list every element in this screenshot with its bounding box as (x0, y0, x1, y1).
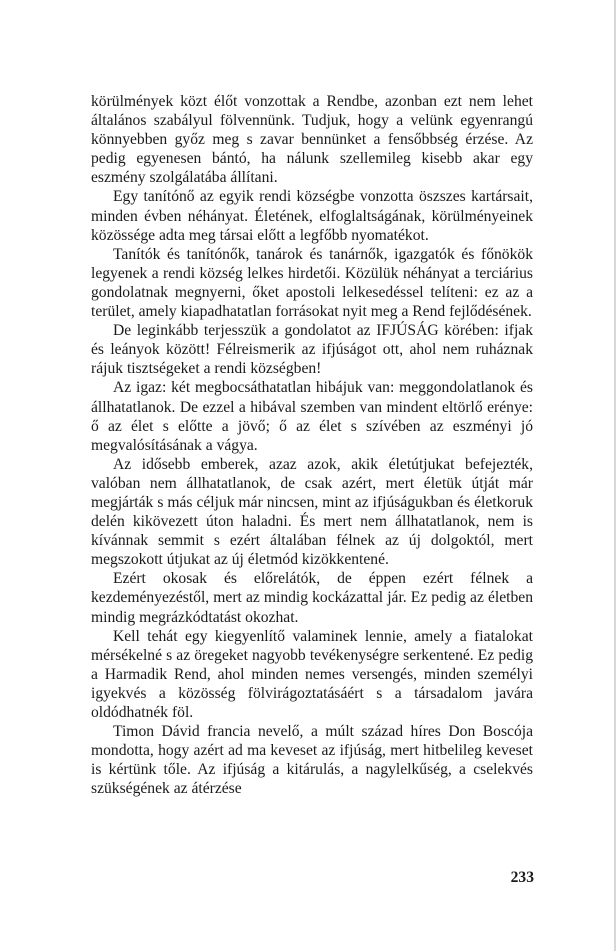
paragraph: Egy tanítónő az egyik rendi községbe vonzotta öszszes kartársait, minden évben néhányat. Életének, elfoglaltságának, körülményeinek közössége adta meg társai előtt a legfőbb nyomatékot. (91, 188, 533, 244)
paragraph: Kell tehát egy kiegyenlítő valaminek lennie, amely a fiatalokat mérsékelné s az öregeket nagyobb tevékenységre serkentené. Ez pedig a Harmadik Rend, ahol minden nemes versengés, minden személyi igyekvés a közösség fölvirágoztatásáért s a társadalom javára oldódhatnék föl. (91, 627, 533, 721)
page-number: 233 (510, 869, 534, 886)
paragraph: De leginkább terjesszük a gondolatot az IFJÚSÁG körében: ifjak és leányok között! Félreismerik az ifjúságot ott, ahol nem ruháznak rájuk tisztségeket a rendi községben! (91, 322, 533, 378)
paragraph: Tanítók és tanítónők, tanárok és tanárnők, igazgatók és főnökök legyenek a rendi község lelkes hirdetői. Közülük néhányat a terciárius gondolatnak megnyerni, őket apostoli lelkesedéssel telíteni: ez az a terület, amely kiapadhatatlan forrásokat nyit meg a Rend fejlődésének. (91, 245, 533, 321)
paragraph: Az igaz: két megbocsáthatatlan hibájuk van: meggondolatlanok és állhatatlanok. De ezzel a hibával szemben van mindent eltörlő erénye: ő az élet s előtte a jövő; ő az élet s szívében az eszményi jó megvalósításának a vágya. (91, 379, 533, 454)
paragraph: Timon Dávid francia nevelő, a múlt század híres Don Boscója mondotta, hogy azért ad ma keveset az ifjúság, mert hitbelileg keveset is kértünk tőle. Az ifjúság a kitárulás, a nagylelkűség, a cselekvés szükségének az átérzése (91, 723, 533, 798)
paragraph: Az idősebb emberek, azaz azok, akik életútjukat befejezték, valóban nem állhatatlanok, de csak azért, mert életük útját már megjárták s más céljuk már nincsen, mint az ifjúságukban és életkoruk delén kikövezett úton haladni. És mert nem állhatatlanok, nem is kívánnak semmit s ezért általában félnek az új dolgoktól, mert megszokott útjukat az új életmód kizökkentené. (91, 455, 533, 569)
book-page-text (91, 92, 533, 798)
paragraph: Ezért okosak és előrelátók, de éppen ezért félnek a kezdeményezéstől, mert az mindig kockázattal jár. Ez pedig az életben mindig megrázkódtatást okozhat. (91, 570, 533, 626)
paragraph-continuation: körülmények közt élőt vonzottak a Rendbe, azonban ezt nem lehet általános szabályul fölvennünk. Tudjuk, hogy a velünk egyenrangú könnyebben győz meg s zavar bennünket a fensőbbség érzése. Az pedig egyenesen bántó, ha nálunk szellemileg kisebb akar egy eszmény szolgálatába állítani. (91, 93, 533, 187)
